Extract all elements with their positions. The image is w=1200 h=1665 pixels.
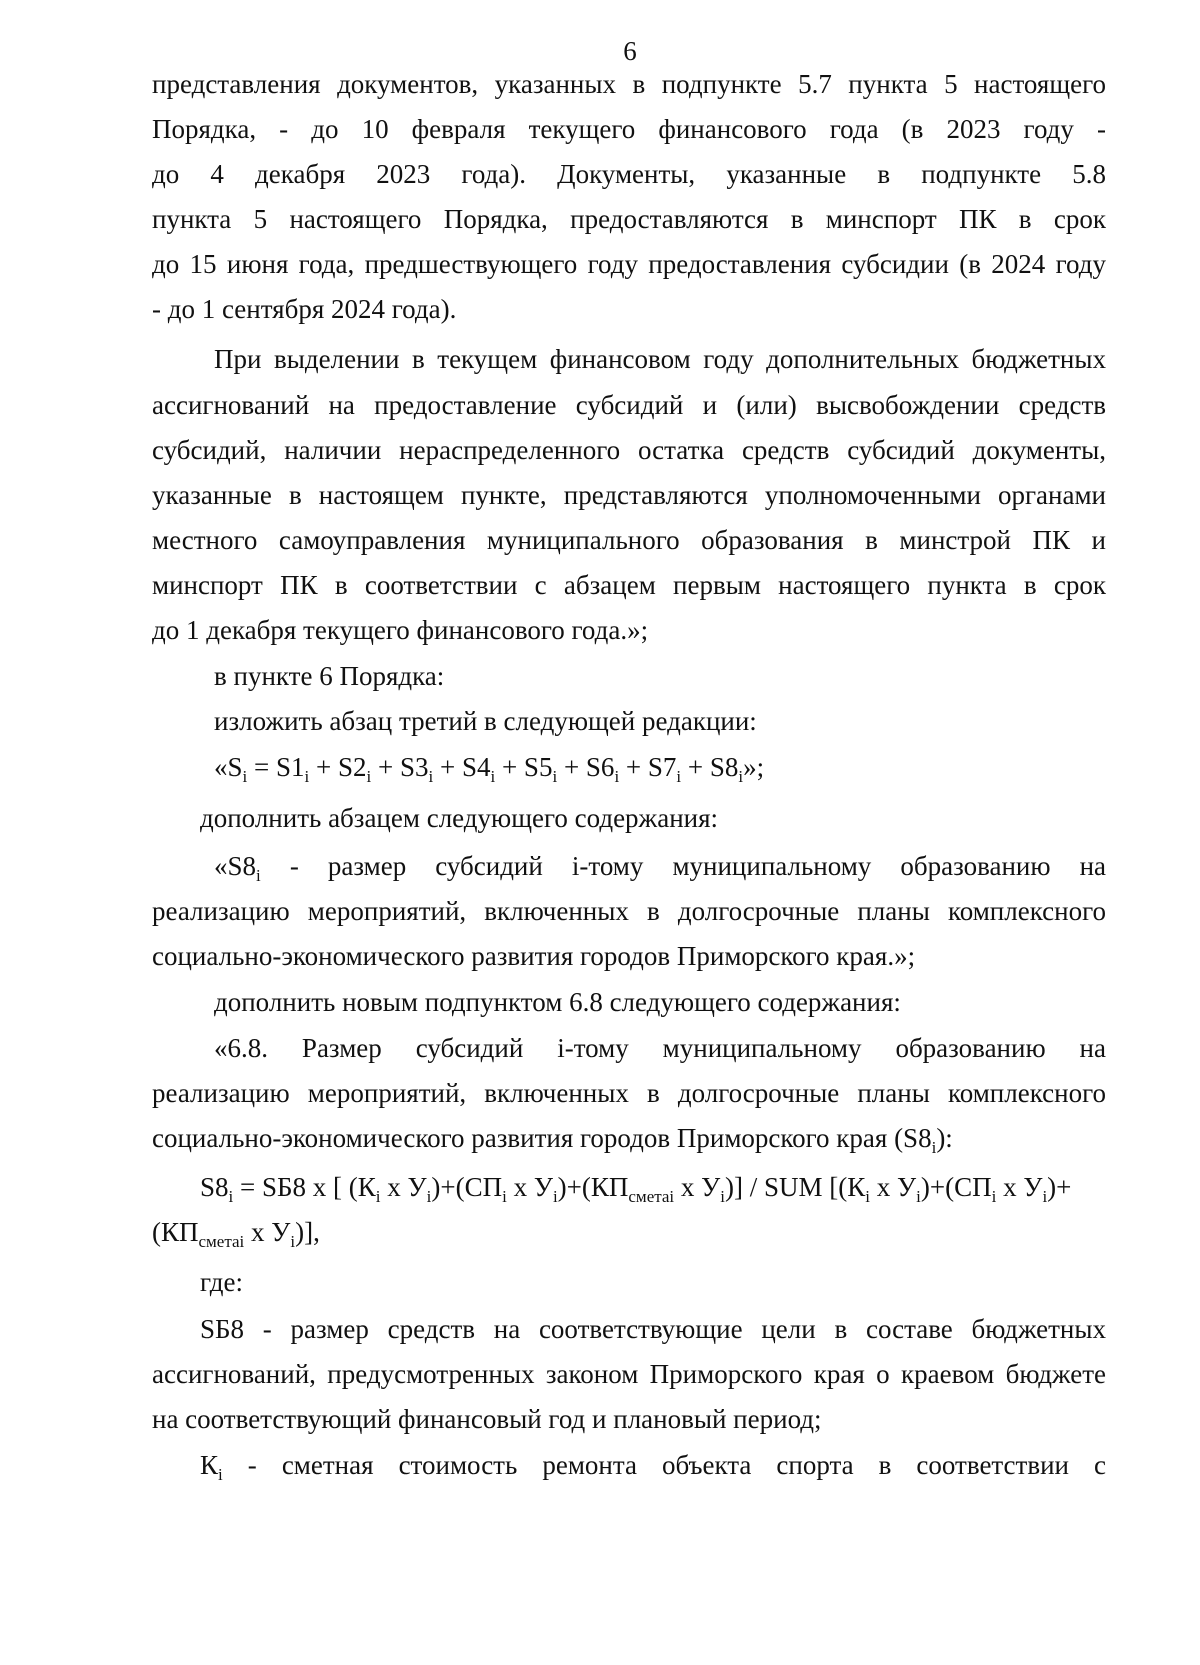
text-line: реализацию мероприятий, включенных в долгосрочные планы комплексного: [152, 896, 1106, 926]
formula-s: «$S_i = S1_i + S2_i + S3_i + S4_i + S5_i + S6_i + S7_i + S8_i$»;: [214, 752, 765, 786]
text-line: в пункте 6 Порядка:: [214, 661, 445, 691]
text-line: до 4 декабря 2023 года). Документы, указанные в подпункте 5.8: [152, 159, 1106, 189]
text-line: ассигнований на предоставление субсидий и (или) высвобождении средств: [152, 390, 1106, 420]
text-line-s8: социально-экономического развития городов Приморского края $(S8_i)$:: [152, 1123, 953, 1157]
text-line: на соответствующий финансовый год и плановый период;: [152, 1404, 822, 1434]
formula-s8: $S8_i = SБ8$ х [ ($К_i$ х $У_i)+(СП_i$ х $У_i)+(КП_{сметаi}$ х $У_i$)] / SUM [($К_i$ х $У_i)+(СП_i$ х $У_i)+$: [200, 1172, 1072, 1206]
text-line: до 1 декабря текущего финансового года.»;: [152, 615, 649, 645]
text-line: социально-экономического развития городов Приморского края.»;: [152, 941, 916, 971]
text-line: где:: [200, 1267, 243, 1297]
text-line: представления документов, указанных в подпункте 5.7 пункта 5 настоящего: [152, 69, 1106, 99]
text-line: - до 1 сентября 2024 года).: [152, 294, 457, 324]
text-line: минспорт ПК в соответствии с абзацем первым настоящего пункта в срок: [152, 570, 1106, 600]
text-line: «6.8. Размер субсидий i-тому муниципальному образованию на: [214, 1033, 1106, 1063]
text-line: местного самоуправления муниципального образования в минстрой ПК и: [152, 525, 1106, 555]
ki-definition-line: $К_i$ - сметная стоимость ремонта объекта спорта в соответствии с: [200, 1450, 1107, 1484]
text-line: пункта 5 настоящего Порядка, предоставляются в минспорт ПК в срок: [152, 204, 1106, 234]
text-line: субсидий, наличии нераспределенного остатка средств субсидий документы,: [152, 435, 1106, 465]
text-line: указанные в настоящем пункте, представляются уполномоченными органами: [152, 480, 1106, 510]
text-line: изложить абзац третий в следующей редакции:: [214, 706, 757, 736]
text-line: до 15 июня года, предшествующего году предоставления субсидии (в 2024 году: [152, 249, 1106, 279]
text-line: дополнить абзацем следующего содержания:: [200, 803, 719, 833]
text-line: Порядка, - до 10 февраля текущего финансового года (в 2023 году -: [152, 114, 1106, 144]
text-line: При выделении в текущем финансовом году дополнительных бюджетных: [214, 344, 1106, 374]
formula-s8-continued: ($КП_{сметаi}$ х $У_i$)],: [152, 1217, 320, 1251]
text-line: ассигнований, предусмотренных законом Приморского края о краевом бюджете: [152, 1359, 1106, 1389]
text-line: дополнить новым подпунктом 6.8 следующего содержания:: [214, 987, 901, 1017]
text-line: SБ8 - размер средств на соответствующие цели в составе бюджетных: [200, 1314, 1106, 1344]
text-line: реализацию мероприятий, включенных в долгосрочные планы комплексного: [152, 1078, 1106, 1108]
page-number: 6: [623, 36, 637, 66]
s8-definition-line: «$S8_i$ - размер субсидий i-тому муниципальному образованию на: [214, 851, 1107, 885]
